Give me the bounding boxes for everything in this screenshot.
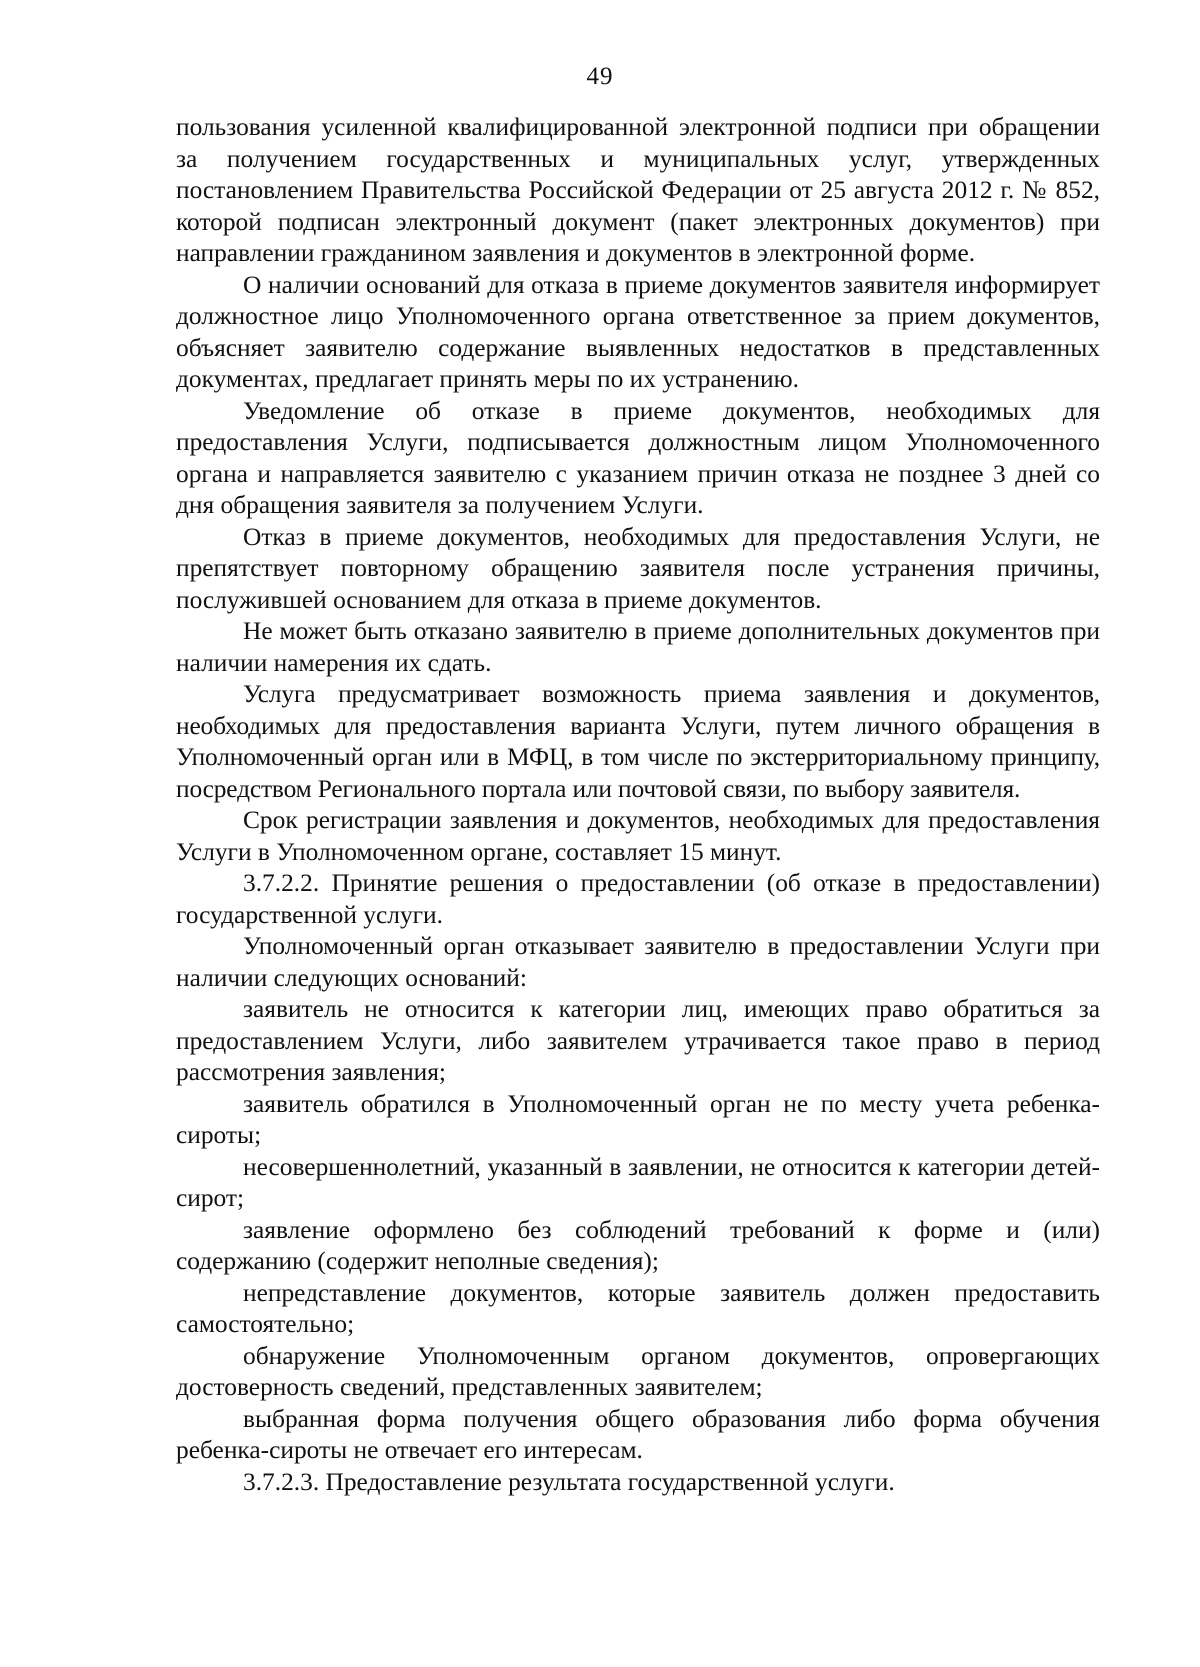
list-item-ground-place: заявитель обратился в Уполномоченный орган не по месту учета ребенка-сироты;: [176, 1089, 1100, 1149]
section-heading-3-7-2-2: 3.7.2.2. Принятие решения о предоставлении (об отказе в предоставлении) государственной услуги.: [176, 869, 1100, 929]
paragraph-submission-methods: Услуга предусматривает возможность приема заявления и документов, необходимых для предоставления варианта Услуги, путем личного обращения в Уполномоченный орган или в МФЦ, в том числе по экстерриториальному принципу, посредством Регионального портала или почтовой связи, по выбору заявителя.: [176, 680, 1100, 803]
paragraph-refusal-grounds-info: О наличии оснований для отказа в приеме документов заявителя информирует должностное лицо Уполномоченного органа ответственное за прием документов, объясняет заявителю содержание выявленных недостатков в представленных документах, предлагает принять меры по их устранению.: [176, 270, 1100, 393]
list-item-ground-missing-documents: непредставление документов, которые заявитель должен предоставить самостоятельно;: [176, 1278, 1100, 1338]
document-body: [176, 112, 1100, 1498]
list-item-ground-form: заявление оформлено без соблюдений требований к форме и (или) содержанию (содержит неполные сведения);: [176, 1215, 1100, 1275]
paragraph-registration-term: Срок регистрации заявления и документов, необходимых для предоставления Услуги в Уполномоченном органе, составляет 15 минут.: [176, 806, 1100, 866]
section-heading-3-7-2-3: 3.7.2.3. Предоставление результата государственной услуги.: [243, 1467, 895, 1496]
page-number: 49: [586, 63, 614, 90]
list-item-ground-refuting-documents: обнаружение Уполномоченным органом документов, опровергающих достоверность сведений, представленных заявителем;: [176, 1341, 1100, 1401]
paragraph-refusal-grounds-intro: Уполномоченный орган отказывает заявителю в предоставлении Услуги при наличии следующих оснований:: [176, 932, 1100, 992]
list-item-ground-education-form: выбранная форма получения общего образования либо форма обучения ребенка-сироты не отвечает его интересам.: [176, 1404, 1100, 1464]
paragraph-signature-continuation: пользования усиленной квалифицированной электронной подписи при обращении за получением государственных и муниципальных услуг, утвержденных постановлением Правительства Российской Федерации от 25 августа 2012 г. № 852, которой подписан электронный документ (пакет электронных документов) при направлении гражданином заявления и документов в электронной форме.: [176, 113, 1100, 267]
list-item-ground-minor: несовершеннолетний, указанный в заявлении, не относится к категории детей-сирот;: [176, 1152, 1100, 1212]
paragraph-refusal-notification: Уведомление об отказе в приеме документов, необходимых для предоставления Услуги, подписывается должностным лицом Уполномоченного органа и направляется заявителю с указанием причин отказа не позднее 3 дней со дня обращения заявителя за получением Услуги.: [176, 396, 1100, 519]
paragraph-refusal-no-obstacle: Отказ в приеме документов, необходимых для предоставления Услуги, не препятствует повторному обращению заявителя после устранения причины, послужившей основанием для отказа в приеме документов.: [176, 522, 1100, 614]
paragraph-additional-documents: Не может быть отказано заявителю в приеме дополнительных документов при наличии намерения их сдать.: [176, 617, 1100, 677]
list-item-ground-category: заявитель не относится к категории лиц, имеющих право обратиться за предоставлением Услуги, либо заявителем утрачивается такое право в период рассмотрения заявления;: [176, 995, 1100, 1086]
